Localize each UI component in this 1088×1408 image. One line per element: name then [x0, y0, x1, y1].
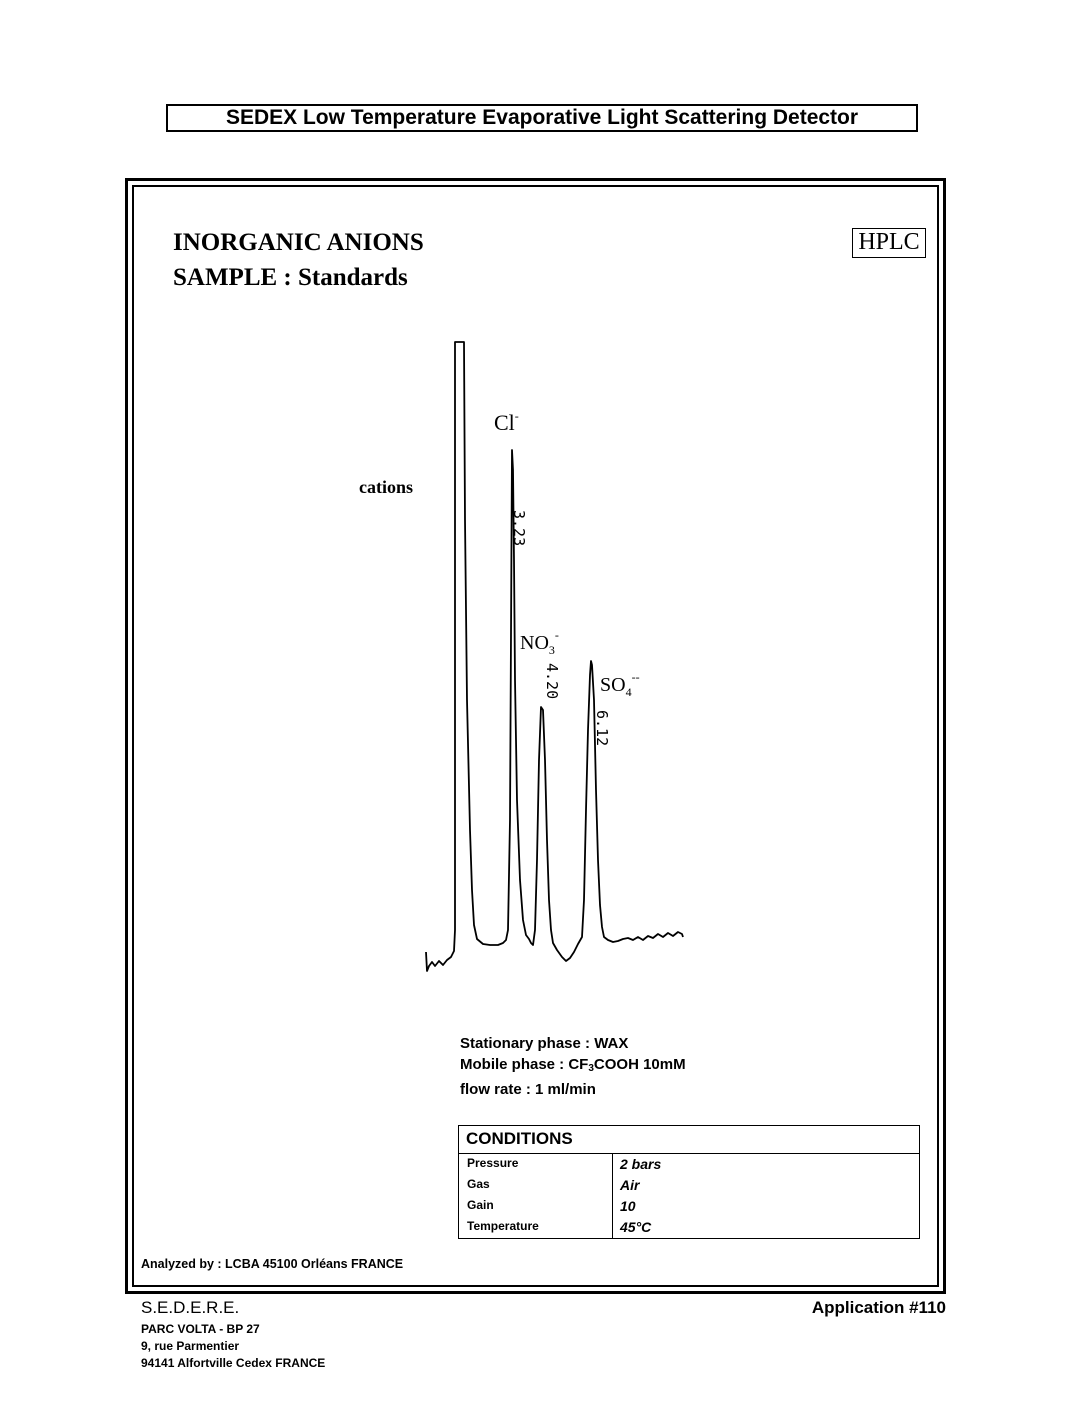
chloride-label	[494, 409, 519, 435]
address-line: 9, rue Parmentier	[141, 1339, 240, 1353]
mobile-phase-subscript: 3	[588, 1063, 594, 1074]
application-title: INORGANIC ANIONS	[173, 229, 424, 256]
mobile-phase-suffix: COOH 10mM	[593, 1056, 686, 1073]
sulfate-label-subscript: 4	[625, 685, 632, 699]
table-row	[459, 1217, 919, 1238]
address-line: PARC VOLTA - BP 27	[141, 1322, 260, 1336]
sample-label: SAMPLE : Standards	[173, 264, 408, 291]
nitrate-label-charge: -	[554, 628, 559, 642]
conditions-title: CONDITIONS	[459, 1126, 919, 1154]
condition-value: 10	[620, 1198, 636, 1214]
document-header-title: SEDEX Low Temperature Evaporative Light Scattering Detector	[166, 104, 918, 132]
sulfate-label-charge: --	[631, 670, 640, 684]
stationary-phase: Stationary phase : WAX	[460, 1035, 629, 1052]
condition-label: Temperature	[459, 1217, 613, 1238]
condition-label: Gas	[459, 1175, 613, 1196]
mobile-phase	[460, 1054, 686, 1079]
retention-time-so4: 6.12	[593, 710, 611, 747]
table-row	[459, 1175, 919, 1196]
conditions-table	[458, 1125, 920, 1239]
mobile-phase-prefix: Mobile phase : CF	[460, 1056, 589, 1073]
hplc-badge: HPLC	[852, 228, 926, 258]
flow-rate: flow rate : 1 ml/min	[460, 1081, 596, 1098]
condition-value: 45°C	[620, 1219, 652, 1235]
condition-value: 2 bars	[620, 1156, 662, 1172]
company-name: S.E.D.E.R.E.	[141, 1298, 240, 1317]
retention-time-cl: 3.23	[510, 510, 528, 547]
table-row	[459, 1196, 919, 1217]
nitrate-label-base: NO	[520, 632, 549, 654]
application-number: Application #110	[811, 1298, 946, 1317]
chloride-label-base: Cl	[494, 410, 515, 435]
condition-label: Pressure	[459, 1154, 613, 1175]
sulfate-label-base: SO	[600, 674, 626, 696]
nitrate-label	[520, 628, 559, 657]
table-row	[459, 1154, 919, 1175]
nitrate-label-subscript: 3	[548, 643, 555, 657]
phase-info	[460, 1033, 686, 1100]
cations-label: cations	[359, 477, 413, 497]
condition-value: Air	[620, 1177, 640, 1193]
condition-label: Gain	[459, 1196, 613, 1217]
sulfate-label	[600, 670, 640, 699]
analyzed-by: Analyzed by : LCBA 45100 Orléans FRANCE	[141, 1257, 404, 1271]
retention-time-no3: 4.20	[543, 663, 561, 700]
chloride-label-charge: -	[514, 409, 519, 423]
address-line: 94141 Alfortville Cedex FRANCE	[141, 1356, 326, 1370]
